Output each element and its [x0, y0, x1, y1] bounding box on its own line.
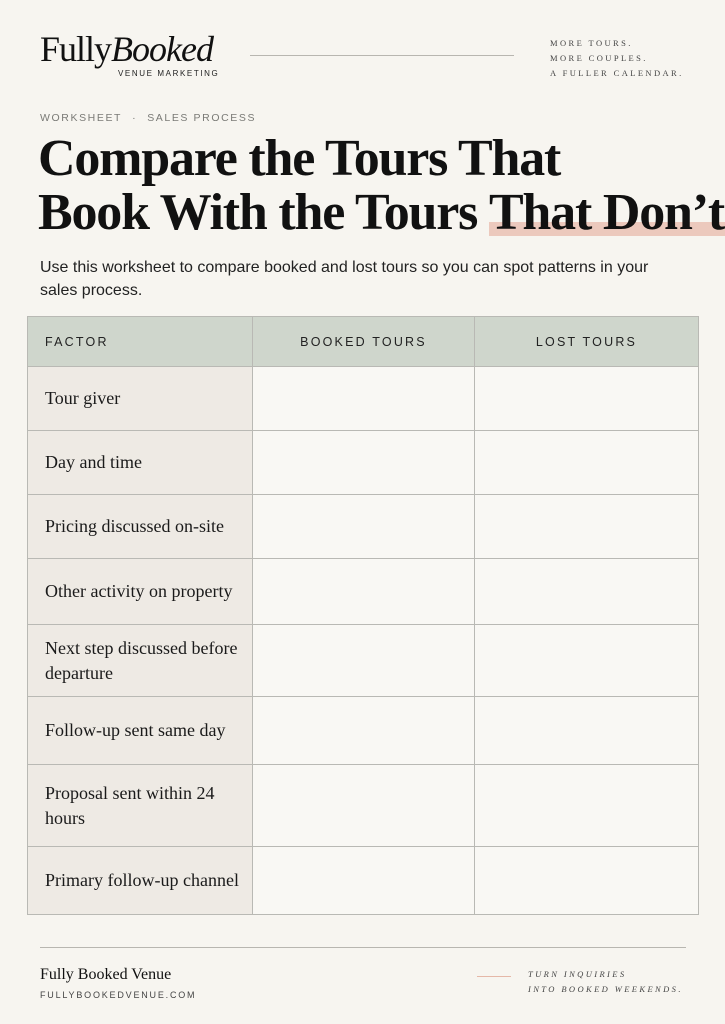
lost-tours-cell[interactable] [475, 495, 699, 559]
booked-tours-cell[interactable] [253, 625, 475, 697]
title-highlight: That Don’t [488, 184, 724, 241]
title-line-2 [38, 184, 724, 241]
eyebrow [40, 112, 256, 124]
lost-tours-cell[interactable] [475, 697, 699, 765]
lost-tours-cell[interactable] [475, 559, 699, 625]
booked-tours-cell[interactable] [253, 765, 475, 847]
factor-cell: Day and time [28, 431, 253, 495]
factor-cell: Other activity on property [28, 559, 253, 625]
factor-cell: Proposal sent within 24 hours [28, 765, 253, 847]
lost-tours-cell[interactable] [475, 367, 699, 431]
factor-cell: Next step discussed before departure [28, 625, 253, 697]
booked-tours-cell[interactable] [253, 847, 475, 915]
lost-tours-cell[interactable] [475, 431, 699, 495]
booked-tours-cell[interactable] [253, 367, 475, 431]
factor-cell: Primary follow-up channel [28, 847, 253, 915]
header [40, 30, 700, 90]
table-header-row [28, 317, 699, 367]
table-row [28, 495, 699, 559]
title-line-1: Compare the Tours That [38, 130, 561, 187]
lost-tours-cell[interactable] [475, 625, 699, 697]
header-tagline [550, 36, 710, 81]
table-row [28, 431, 699, 495]
logo-wordmark [40, 30, 240, 68]
footer-url: FULLYBOOKEDVENUE.COM [40, 990, 197, 1000]
header-booked-tours: BOOKED TOURS [253, 317, 475, 367]
booked-tours-cell[interactable] [253, 697, 475, 765]
table-row [28, 765, 699, 847]
footer-accent-line [477, 976, 511, 977]
footer-tagline [528, 967, 683, 997]
tagline-line: A FULLER CALENDAR. [550, 68, 684, 78]
booked-tours-cell[interactable] [253, 495, 475, 559]
footer-tagline-line: INTO BOOKED WEEKENDS. [528, 984, 683, 994]
footer-tagline-line: TURN INQUIRIES [528, 969, 627, 979]
header-divider [250, 55, 514, 56]
comparison-table [27, 316, 699, 915]
table-row [28, 559, 699, 625]
lost-tours-cell[interactable] [475, 847, 699, 915]
footer-brand-name: Fully Booked Venue [40, 966, 172, 983]
logo-regular: Fully [40, 29, 112, 69]
factor-cell: Tour giver [28, 367, 253, 431]
logo-subtitle: VENUE MARKETING [118, 69, 220, 78]
page-title [38, 130, 724, 241]
footer-divider [40, 947, 686, 948]
table-row [28, 847, 699, 915]
title-line-2-text: Book With the Tours [38, 184, 489, 241]
brand-logo [40, 29, 240, 78]
booked-tours-cell[interactable] [253, 559, 475, 625]
eyebrow-sales-process: SALES PROCESS [147, 112, 257, 124]
eyebrow-separator: · [132, 112, 138, 124]
header-factor: FACTOR [28, 317, 253, 367]
table-row [28, 625, 699, 697]
table-row [28, 697, 699, 765]
lost-tours-cell[interactable] [475, 765, 699, 847]
factor-cell: Follow-up sent same day [28, 697, 253, 765]
header-lost-tours: LOST TOURS [475, 317, 699, 367]
logo-italic: Booked [111, 29, 213, 69]
tagline-line: MORE TOURS. [550, 38, 633, 48]
eyebrow-worksheet: WORKSHEET [40, 112, 123, 124]
tagline-line: MORE COUPLES. [550, 53, 648, 63]
intro-text: Use this worksheet to compare booked and lost tours so you can spot patterns in your sales process. [40, 259, 649, 299]
table-row [28, 367, 699, 431]
booked-tours-cell[interactable] [253, 431, 475, 495]
factor-cell: Pricing discussed on-site [28, 495, 253, 559]
